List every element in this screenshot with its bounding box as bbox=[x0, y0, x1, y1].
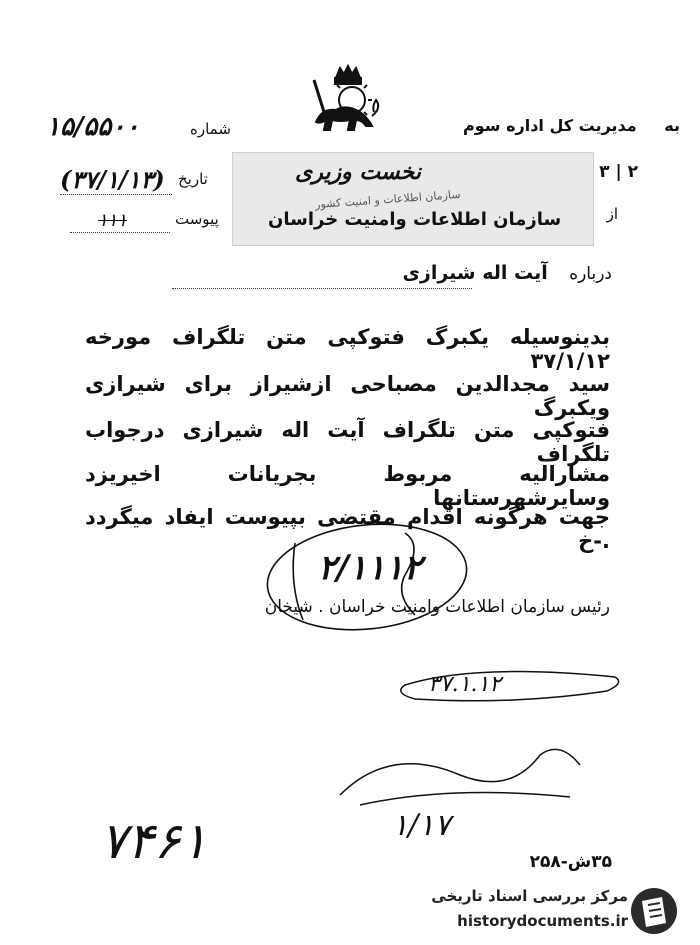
margin-note-date: ۳۷.۱.۱۲ bbox=[428, 672, 502, 697]
to-value: مدیریت کل اداره سوم bbox=[463, 116, 637, 135]
subject-label: درباره bbox=[569, 264, 612, 284]
archive-logo-icon bbox=[628, 885, 680, 937]
margin-note-number: ۱/۱۷ bbox=[392, 808, 451, 843]
archive-number: ۷۴۶۱ bbox=[100, 812, 208, 870]
office-stamp bbox=[232, 152, 594, 246]
date-label: تاریخ bbox=[178, 170, 208, 188]
note-loop bbox=[385, 665, 630, 715]
body-line-5: جهت هرگونه اقدام مقتضی بپیوست ایفاد میگردد .-خ bbox=[85, 505, 610, 553]
attachment-value: ۱۱۱ bbox=[98, 210, 128, 231]
from-label: از bbox=[606, 205, 618, 223]
number-value: ۱۵/۵۵۰۰ bbox=[46, 112, 140, 142]
from-value: سازمان اطلاعات وامنیت خراسان bbox=[268, 209, 562, 230]
body-line-4: مشارالیه مربوط بجریانات اخیریزد وسایرشهرستانها bbox=[85, 462, 610, 510]
branding-url: historydocuments.ir bbox=[457, 912, 628, 930]
signer-title: رئیس سازمان اطلاعات وامنیت خراسان . شیخان bbox=[264, 597, 610, 617]
stamp-subtitle: سازمان اطلاعات و امنیت کشور bbox=[314, 187, 461, 212]
attachment-underline bbox=[70, 232, 170, 233]
lion-and-sun-emblem bbox=[302, 60, 384, 138]
body-line-1: بدینوسیله یکبرگ فتوکپی متن تلگراف مورخه ۳۷/۱/۱۲ bbox=[85, 325, 610, 373]
date-underline bbox=[60, 194, 172, 195]
subject-value: آیت اله شیرازی bbox=[402, 262, 548, 284]
subject-underline bbox=[172, 288, 472, 289]
stamp-title: نخست وزیری bbox=[295, 159, 421, 185]
date-value: (۳۷/۱/۱۳) bbox=[60, 165, 165, 194]
to-label: به bbox=[664, 116, 680, 135]
signature-initials: ۲/۱۱۱۲ bbox=[318, 548, 422, 588]
body-line-2: سید مجدالدین مصباحی ازشیراز برای شیرازی ویکبرگ bbox=[85, 372, 610, 420]
to-field bbox=[463, 116, 680, 135]
branding-name: مرکز بررسی اسناد تاریخی bbox=[431, 887, 628, 905]
number-label: شماره bbox=[190, 120, 231, 138]
ref-code: ۲ | ۳ bbox=[599, 162, 638, 182]
body-line-3: فتوکپی متن تلگراف آیت اله شیرازی درجواب تلگراف bbox=[85, 418, 610, 466]
attachment-label: پیوست bbox=[175, 210, 219, 228]
document-code: ۳۵ش-۲۵۸ bbox=[529, 852, 612, 872]
subject-field bbox=[402, 262, 612, 284]
note-scribble bbox=[330, 735, 600, 815]
